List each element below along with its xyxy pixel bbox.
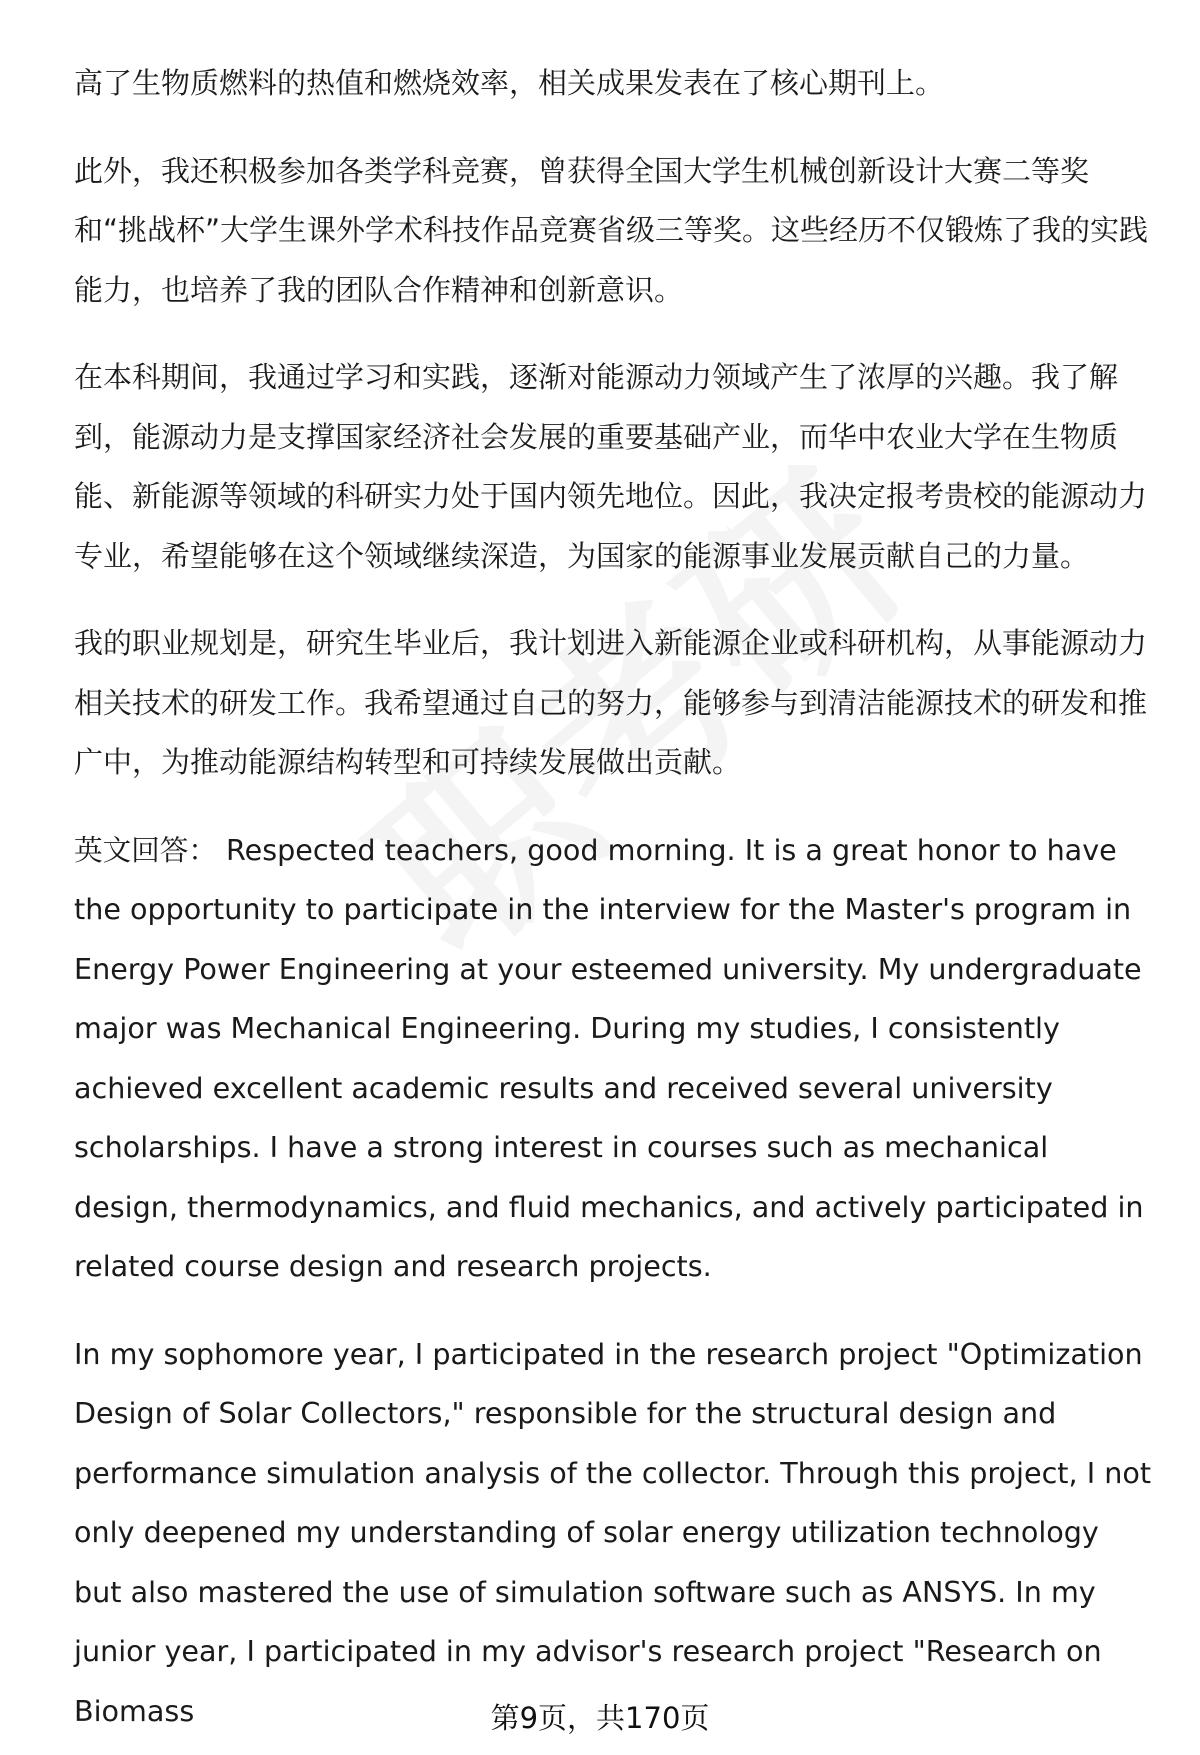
- paragraph-interest-energy: 在本科期间，我通过学习和实践，逐渐对能源动力领域产生了浓厚的兴趣。我了解到，能源动力是支撑国家经济社会发展的重要基础产业，而华中农业大学在生物质能、新能源等领域的科研实力处于国内领先地位。因此，我决定报考贵校的能源动力专业，希望能够在这个领域继续深造，为国家的能源事业发展贡献自己的力量。: [74, 360, 1148, 573]
- paragraph-english-intro: 英文回答： Respected teachers, good morning. It is a great honor to have the opportunity to participate in the interview for the Master's program in Energy Power Engineering at your esteemed university. My undergraduate major was Mechanical Engineering. During my studies, I consistently achieved excellent academic results and received several university scholarships. I have a strong interest in courses such as mechanical design, thermodynamics, and fluid mechanics, and actively participated in related course design and research projects.: [74, 832, 1144, 1283]
- paragraph-career-plan: 我的职业规划是，研究生毕业后，我计划进入新能源企业或科研机构，从事能源动力相关技术的研发工作。我希望通过自己的努力，能够参与到清洁能源技术的研发和推广中，为推动能源结构转型和可持续发展做出贡献。: [74, 626, 1148, 779]
- paragraph-biomass-result: 高了生物质燃料的热值和燃烧效率，相关成果发表在了核心期刊上。: [74, 66, 945, 100]
- page-number: 第9页，共170页: [490, 1701, 710, 1735]
- paragraph-english-projects: In my sophomore year, I participated in the research project "Optimization Design of Solar Collectors," responsible for the structural design and performance simulation analysis of the collector. Through this project, I not only deepened my understanding of solar energy utilization technology but also mastered the use of simulation software such as ANSYS. In my junior year, I participated in my advisor's research project "Research on Biomass: [74, 1336, 1152, 1728]
- paragraph-competitions: 此外，我还积极参加各类学科竞赛，曾获得全国大学生机械创新设计大赛二等奖和“挑战杯”大学生课外学术科技作品竞赛省级三等奖。这些经历不仅锻炼了我的实践能力，也培养了我的团队合作精神和创新意识。: [74, 153, 1149, 307]
- document-body: [74, 54, 1154, 1755]
